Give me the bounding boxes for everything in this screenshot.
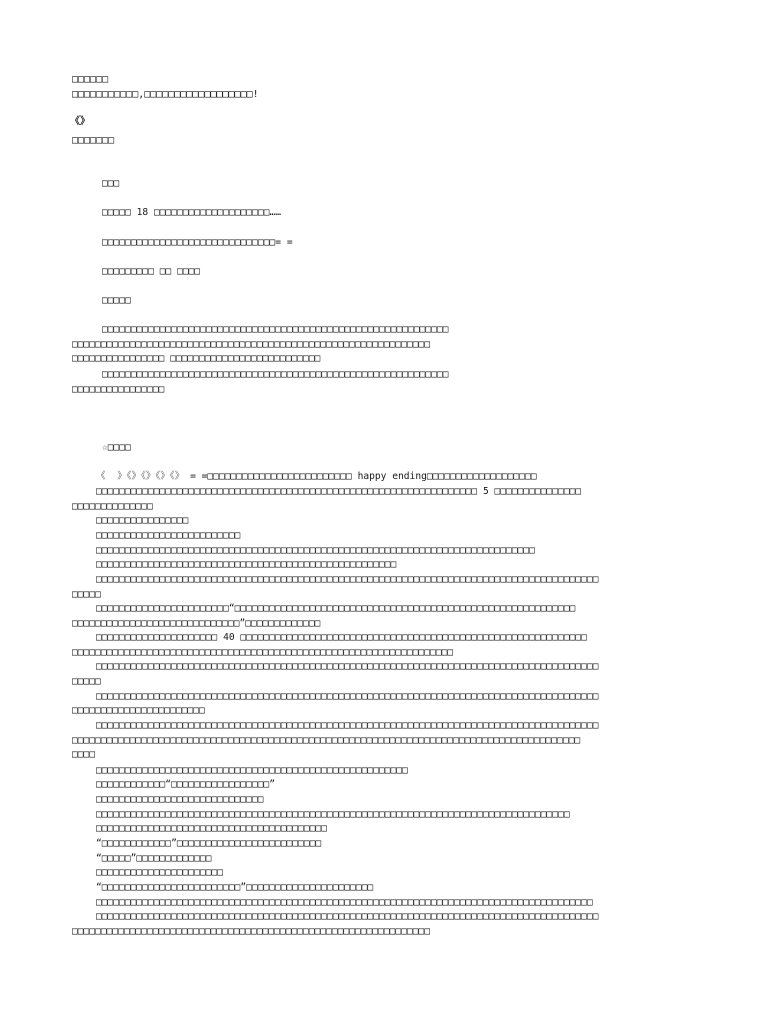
- section2-line-06: □□□□□□□□□□□□□□□□□□□□□□□□□□□□□□□□□□□□□□□□□□□□□□□□□□□□□□□□□□□□□□□□□□□□□□□□□□□□: [96, 545, 535, 556]
- header-line-2: □□□□□□□□□□□,□□□□□□□□□□□□□□□□□□!: [72, 89, 259, 100]
- section2-line-27: “□□□□□”□□□□□□□□□□□□□: [96, 853, 212, 864]
- section2-line-24: □□□□□□□□□□□□□□□□□□□□□□□□□□□□□□□□□□□□□□□□□□□□□□□□□□□□□□□□□□□□□□□□□□□□□□□□□□□□□□□□□□: [96, 809, 570, 820]
- section2-line-09: □□□□□: [72, 589, 101, 600]
- section2-line-19: □□□□□□□□□□□□□□□□□□□□□□□□□□□□□□□□□□□□□□□□□□□□□□□□□□□□□□□□□□□□□□□□□□□□□□□□□□□□□□□□□□□□□□□□: [72, 735, 581, 746]
- section2-line-22: □□□□□□□□□□□□“□□□□□□□□□□□□□□□□□”: [96, 779, 276, 790]
- section2-line-07: □□□□□□□□□□□□□□□□□□□□□□□□□□□□□□□□□□□□□□□□□□□□□□□□□□□□: [96, 559, 397, 570]
- header-chevrons: 《》: [70, 116, 90, 127]
- section2-star-heading: ☆□□□□: [102, 442, 131, 453]
- section2-line-29: “□□□□□□□□□□□□□□□□□□□□□□□□”□□□□□□□□□□□□□□□□□□□□□□: [96, 882, 374, 893]
- section1-paragraph-2: □□□□□ 18 □□□□□□□□□□□□□□□□□□□□……: [102, 207, 282, 218]
- section2-line-17: □□□□□□□□□□□□□□□□□□□□□□□: [72, 705, 205, 716]
- section1-paragraph-6-line-1: □□□□□□□□□□□□□□□□□□□□□□□□□□□□□□□□□□□□□□□□□□□□□□□□□□□□□□□□□□□□: [102, 324, 449, 335]
- header-line-4: □□□□□□□: [72, 135, 115, 146]
- section2-line-21: □□□□□□□□□□□□□□□□□□□□□□□□□□□□□□□□□□□□□□□□□□□□□□□□□□□□□□: [96, 765, 408, 776]
- section2-line-13: □□□□□□□□□□□□□□□□□□□□□□□□□□□□□□□□□□□□□□□□□□□□□□□□□□□□□□□□□□□□□□□□□□: [72, 647, 454, 658]
- section2-line-04: □□□□□□□□□□□□□□□□: [96, 515, 189, 526]
- section2-line-12: □□□□□□□□□□□□□□□□□□□□□ 40 □□□□□□□□□□□□□□□□□□□□□□□□□□□□□□□□□□□□□□□□□□□□□□□□□□□□□□□□□□□□: [96, 632, 587, 643]
- section1-paragraph-6-line-3: □□□□□□□□□□□□□□□□ □□□□□□□□□□□□□□□□□□□□□□□□□□: [72, 353, 321, 364]
- section2-line-15: □□□□□: [72, 676, 101, 687]
- section1-paragraph-1: □□□: [102, 178, 120, 189]
- section2-line-26: “□□□□□□□□□□□□”□□□□□□□□□□□□□□□□□□□□□□□□□: [96, 838, 322, 849]
- section1-paragraph-7-line-2: □□□□□□□□□□□□□□□□: [72, 384, 165, 395]
- section2-line-02: □□□□□□□□□□□□□□□□□□□□□□□□□□□□□□□□□□□□□□□□□□□□□□□□□□□□□□□□□□□□□□□□□□ 5 □□□□□□□□□□□□□□□: [96, 486, 582, 497]
- section2-line-25: □□□□□□□□□□□□□□□□□□□□□□□□□□□□□□□□□□□□□□□□: [96, 823, 328, 834]
- section2-line-10: □□□□□□□□□□□□□□□□□□□□□□□“□□□□□□□□□□□□□□□□□□□□□□□□□□□□□□□□□□□□□□□□□□□□□□□□□□□□□□□□□□□: [96, 603, 576, 614]
- section1-paragraph-5: □□□□□: [102, 295, 131, 306]
- section1-paragraph-4: □□□□□□□□□ □□ □□□□: [102, 266, 201, 277]
- section2-line-28: □□□□□□□□□□□□□□□□□□□□□□: [96, 867, 224, 878]
- header-line-1: □□□□□□: [72, 74, 109, 85]
- section2-line-05: □□□□□□□□□□□□□□□□□□□□□□□□□: [96, 530, 241, 541]
- section2-line-30: □□□□□□□□□□□□□□□□□□□□□□□□□□□□□□□□□□□□□□□□□□□□□□□□□□□□□□□□□□□□□□□□□□□□□□□□□□□□□□□□□□□□□□: [96, 897, 593, 908]
- section2-line-32: □□□□□□□□□□□□□□□□□□□□□□□□□□□□□□□□□□□□□□□□□□□□□□□□□□□□□□□□□□□□□□: [72, 926, 431, 937]
- section2-line-11: □□□□□□□□□□□□□□□□□□□□□□□□□□□□□”□□□□□□□□□□□□□: [72, 618, 321, 629]
- section2-line-20: □□□□: [72, 749, 96, 760]
- section1-paragraph-7-line-1: □□□□□□□□□□□□□□□□□□□□□□□□□□□□□□□□□□□□□□□□□□□□□□□□□□□□□□□□□□□□: [102, 369, 449, 380]
- section2-line-01: 《 》《》《》《》《》 = =□□□□□□□□□□□□□□□□□□□□□□□□□ happy ending□□□□□□□□□□□□□□□□□□□: [96, 471, 537, 482]
- section2-line-03: □□□□□□□□□□□□□□: [72, 501, 153, 512]
- section1-paragraph-6-line-2: □□□□□□□□□□□□□□□□□□□□□□□□□□□□□□□□□□□□□□□□□□□□□□□□□□□□□□□□□□□□□□: [72, 339, 431, 350]
- section2-line-18: □□□□□□□□□□□□□□□□□□□□□□□□□□□□□□□□□□□□□□□□□□□□□□□□□□□□□□□□□□□□□□□□□□□□□□□□□□□□□□□□□□□□□□□: [96, 720, 599, 731]
- section2-line-16: □□□□□□□□□□□□□□□□□□□□□□□□□□□□□□□□□□□□□□□□□□□□□□□□□□□□□□□□□□□□□□□□□□□□□□□□□□□□□□□□□□□□□□□: [96, 691, 599, 702]
- section2-line-31: □□□□□□□□□□□□□□□□□□□□□□□□□□□□□□□□□□□□□□□□□□□□□□□□□□□□□□□□□□□□□□□□□□□□□□□□□□□□□□□□□□□□□□□: [96, 911, 599, 922]
- section2-line-08: □□□□□□□□□□□□□□□□□□□□□□□□□□□□□□□□□□□□□□□□□□□□□□□□□□□□□□□□□□□□□□□□□□□□□□□□□□□□□□□□□□□□□□□: [96, 574, 599, 585]
- section1-paragraph-3: □□□□□□□□□□□□□□□□□□□□□□□□□□□□□□= =: [102, 237, 293, 248]
- section2-line-23: □□□□□□□□□□□□□□□□□□□□□□□□□□□□□: [96, 794, 264, 805]
- section2-line-14: □□□□□□□□□□□□□□□□□□□□□□□□□□□□□□□□□□□□□□□□□□□□□□□□□□□□□□□□□□□□□□□□□□□□□□□□□□□□□□□□□□□□□□□: [96, 661, 599, 672]
